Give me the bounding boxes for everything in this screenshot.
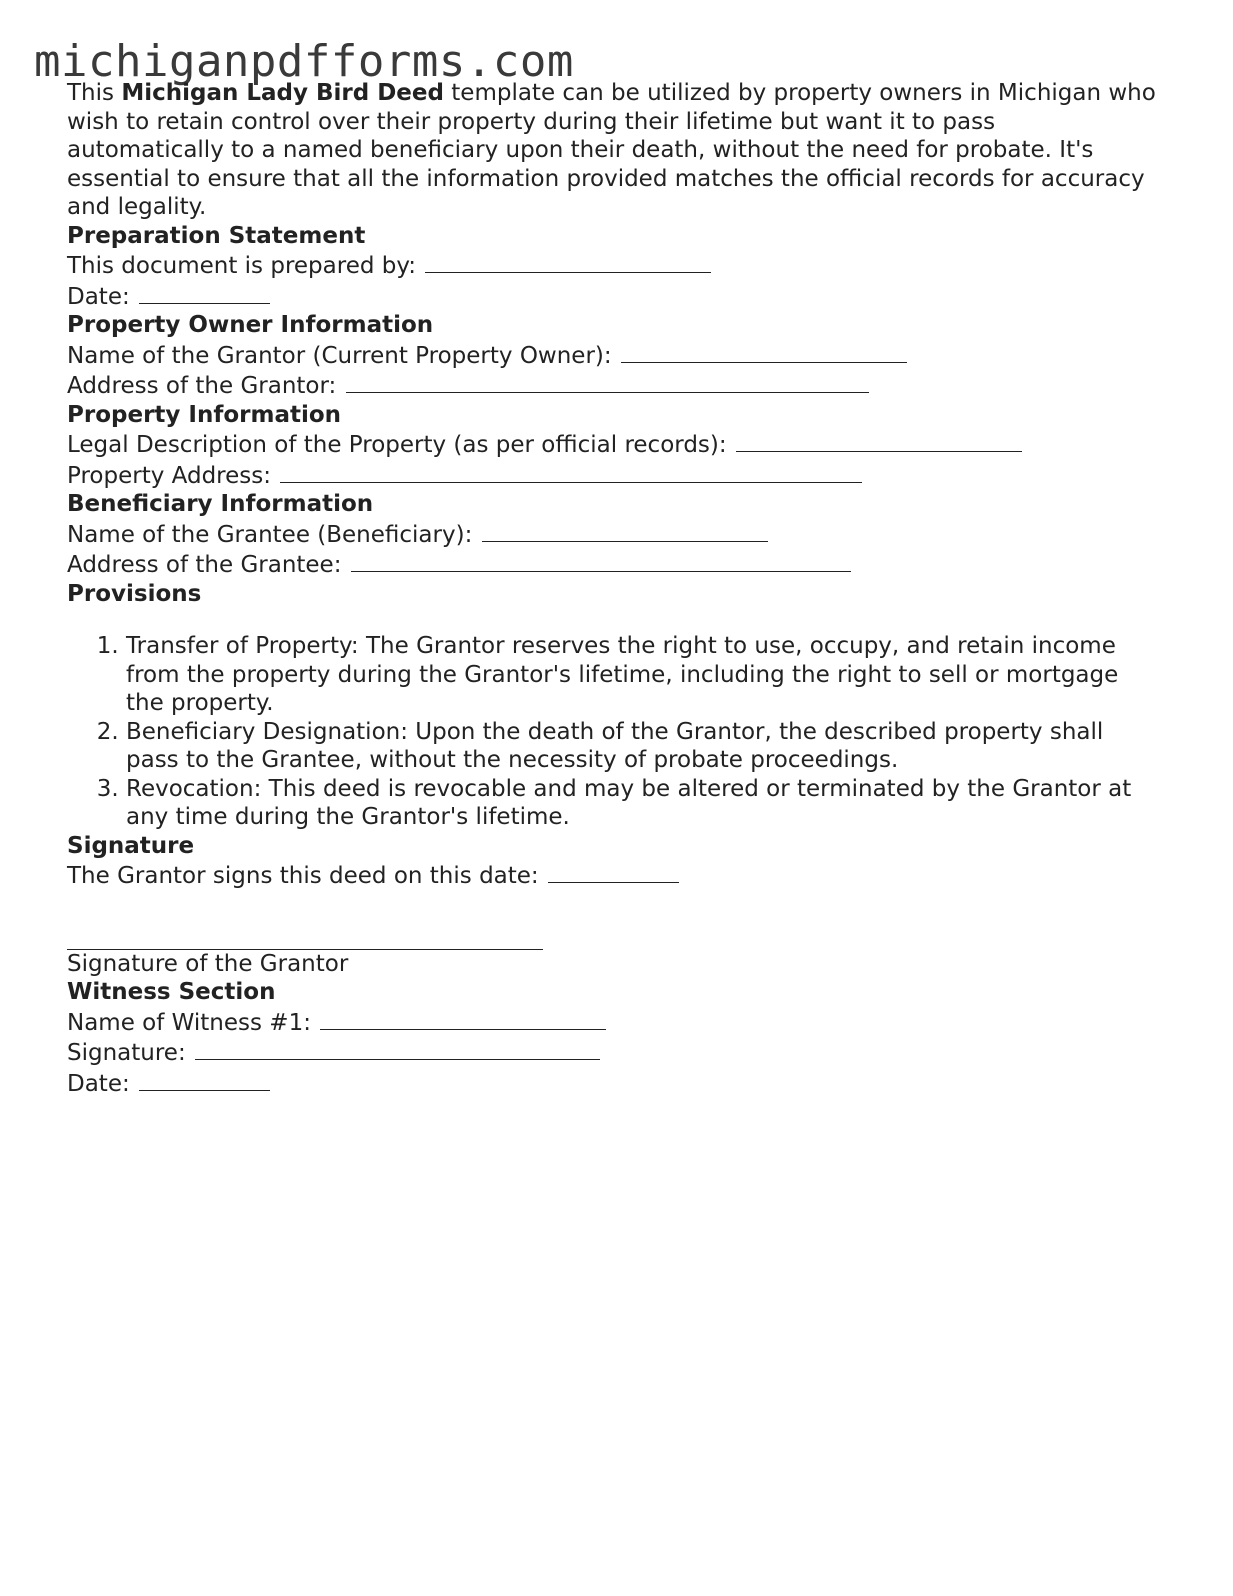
preparation-heading: Preparation Statement bbox=[67, 222, 366, 249]
grantee-address-label: Address of the Grantee: bbox=[67, 552, 342, 578]
grantee-name-field bbox=[67, 519, 1157, 550]
witness-signature-field bbox=[67, 1037, 1157, 1068]
property-heading: Property Information bbox=[67, 401, 342, 428]
preparation-date-field bbox=[67, 281, 1157, 312]
witness-signature-blank[interactable] bbox=[195, 1037, 600, 1060]
grantee-address-field bbox=[67, 549, 1157, 580]
witness-name-label: Name of Witness #1: bbox=[67, 1009, 311, 1036]
prepared-by-field bbox=[67, 250, 1157, 281]
preparation-date-label: Date: bbox=[67, 283, 130, 310]
grantor-signature-line[interactable] bbox=[67, 935, 543, 950]
grantor-address-label: Address of the Grantor: bbox=[67, 373, 337, 399]
site-watermark: michiganpdfforms.com bbox=[34, 36, 574, 87]
prepared-by-label: This document is prepared by: bbox=[67, 253, 417, 279]
grantor-name-label: Name of the Grantor (Current Property Owner): bbox=[67, 342, 612, 369]
legal-description-label: Legal Description of the Property (as per official records): bbox=[67, 432, 727, 458]
prepared-by-blank[interactable] bbox=[425, 250, 711, 273]
property-address-field bbox=[67, 460, 1157, 491]
deed-document bbox=[67, 79, 1157, 1098]
intro-text-rest: template can be utilized by property owners in Michigan who wish to retain control over their property during their lifetime but want it to pass automatically to a named beneficiary upon their death, without the need for probate. It's essential to ensure that all the information provided matches the official records for accuracy and legality. bbox=[67, 80, 1156, 220]
provisions-heading: Provisions bbox=[67, 580, 202, 607]
provision-item: 3. Revocation: This deed is revocable and may be altered or terminated by the Grantor at any time during the Grantor's lifetime. bbox=[126, 775, 1157, 832]
legal-description-blank[interactable] bbox=[736, 429, 1022, 452]
property-address-label: Property Address: bbox=[67, 462, 271, 489]
witness-date-label: Date: bbox=[67, 1070, 130, 1097]
witness-signature-label: Signature: bbox=[67, 1040, 186, 1066]
witness-name-field bbox=[67, 1007, 1157, 1038]
signing-date-label: The Grantor signs this deed on this date: bbox=[67, 863, 539, 889]
preparation-date-blank[interactable] bbox=[139, 281, 270, 304]
property-address-blank[interactable] bbox=[280, 460, 862, 483]
grantor-name-blank[interactable] bbox=[621, 340, 907, 363]
provision-item: 1. Transfer of Property: The Grantor reserves the right to use, occupy, and retain income from the property during the Grantor's lifetime, including the right to sell or mortgage the property. bbox=[126, 632, 1157, 718]
witness-name-blank[interactable] bbox=[320, 1007, 606, 1030]
intro-paragraph bbox=[67, 79, 1157, 222]
owner-heading: Property Owner Information bbox=[67, 312, 434, 338]
provisions-list bbox=[67, 632, 1157, 832]
signing-date-field bbox=[67, 860, 1157, 891]
grantor-signature-caption: Signature of the Grantor bbox=[67, 950, 349, 977]
intro-text-start: This bbox=[67, 80, 122, 106]
signature-heading: Signature bbox=[67, 832, 195, 859]
witness-heading: Witness Section bbox=[67, 979, 276, 1005]
witness-date-blank[interactable] bbox=[139, 1068, 270, 1091]
grantor-address-blank[interactable] bbox=[346, 370, 869, 393]
provision-item: 2. Beneficiary Designation: Upon the death of the Grantor, the described property shall pass to the Grantee, without the necessity of probate proceedings. bbox=[126, 718, 1157, 775]
signing-date-blank[interactable] bbox=[548, 860, 679, 883]
grantee-name-blank[interactable] bbox=[482, 519, 768, 542]
grantor-name-field bbox=[67, 340, 1157, 371]
grantee-address-blank[interactable] bbox=[351, 549, 851, 572]
intro-form-name: Michigan Lady Bird Deed bbox=[121, 80, 444, 106]
legal-description-field bbox=[67, 429, 1157, 460]
witness-date-field bbox=[67, 1068, 1157, 1099]
grantee-name-label: Name of the Grantee (Beneficiary): bbox=[67, 521, 473, 548]
beneficiary-heading: Beneficiary Information bbox=[67, 491, 374, 517]
grantor-address-field bbox=[67, 370, 1157, 401]
